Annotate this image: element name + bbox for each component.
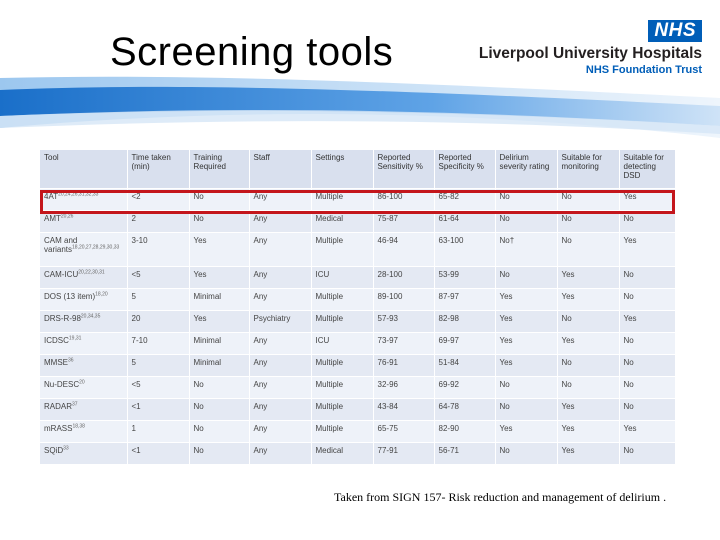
- table-cell: 77-91: [373, 442, 434, 464]
- table-cell: Yes: [557, 332, 619, 354]
- table-cell: No: [189, 442, 249, 464]
- column-header: Reported Specificity %: [434, 150, 495, 188]
- table-cell: 76-91: [373, 354, 434, 376]
- table-cell: No: [495, 376, 557, 398]
- table-cell: No: [557, 354, 619, 376]
- table-cell: No: [619, 332, 675, 354]
- table-row: [40, 288, 675, 310]
- table-cell: Any: [249, 398, 311, 420]
- table-cell: Yes: [189, 310, 249, 332]
- table-cell: Yes: [557, 442, 619, 464]
- reference-superscript: 20,22,30,31: [78, 269, 105, 276]
- table-cell: Multiple: [311, 376, 373, 398]
- table-cell: No†: [495, 232, 557, 266]
- table-cell: 65-82: [434, 188, 495, 210]
- logo-trust-name: NHS Foundation Trust: [585, 64, 702, 76]
- table-cell: No: [619, 210, 675, 232]
- table-cell: ICU: [311, 332, 373, 354]
- table-cell: Yes: [495, 288, 557, 310]
- table-cell: Any: [249, 210, 311, 232]
- table-cell: No: [619, 288, 675, 310]
- table-cell: 63-100: [434, 232, 495, 266]
- column-header: Staff: [249, 150, 311, 188]
- table-cell: Yes: [189, 232, 249, 266]
- tool-name-cell: [40, 376, 127, 398]
- source-caption: Taken from SIGN 157- Risk reduction and management of delirium .: [334, 490, 667, 504]
- reference-superscript: 20: [79, 379, 85, 386]
- table-cell: 32-96: [373, 376, 434, 398]
- table-cell: Minimal: [189, 332, 249, 354]
- table-cell: Yes: [619, 310, 675, 332]
- table-cell: 2: [127, 210, 189, 232]
- column-header: Settings: [311, 150, 373, 188]
- table-row: [40, 354, 675, 376]
- table-cell: Multiple: [311, 420, 373, 442]
- table-cell: Minimal: [189, 288, 249, 310]
- table-header-row: [40, 150, 675, 188]
- table-cell: Yes: [495, 420, 557, 442]
- table-cell: No: [495, 398, 557, 420]
- reference-superscript: 20,26: [60, 212, 74, 219]
- table-cell: 64-78: [434, 398, 495, 420]
- reference-superscript: 18,20: [95, 291, 108, 298]
- table-cell: 1: [127, 420, 189, 442]
- tool-name: AMT: [44, 213, 61, 223]
- table-cell: 46-94: [373, 232, 434, 266]
- tool-name: SQiD: [44, 445, 64, 455]
- table-cell: Multiple: [311, 188, 373, 210]
- table-cell: No: [619, 442, 675, 464]
- column-header: Suitable for detecting DSD: [619, 150, 675, 188]
- table-row: [40, 442, 675, 464]
- table-cell: Any: [249, 288, 311, 310]
- table-cell: No: [557, 376, 619, 398]
- table-row: [40, 210, 675, 232]
- table-cell: 86-100: [373, 188, 434, 210]
- nhs-logo-badge: NHS: [648, 20, 702, 42]
- table-cell: No: [495, 266, 557, 288]
- table-cell: Medical: [311, 210, 373, 232]
- slide-title: Screening tools: [110, 30, 394, 74]
- column-header: Training Required: [189, 150, 249, 188]
- table-row: [40, 332, 675, 354]
- reference-superscript: 18,38: [72, 423, 85, 430]
- table-cell: Medical: [311, 442, 373, 464]
- table-cell: 28-100: [373, 266, 434, 288]
- table-cell: 7-10: [127, 332, 189, 354]
- table-cell: No: [189, 210, 249, 232]
- tool-name: MMSE: [44, 357, 68, 367]
- table-cell: <5: [127, 266, 189, 288]
- table-cell: No: [495, 442, 557, 464]
- table-cell: 73-97: [373, 332, 434, 354]
- column-header: Reported Sensitivity %: [373, 150, 434, 188]
- table-cell: Yes: [557, 266, 619, 288]
- table-cell: Multiple: [311, 354, 373, 376]
- table-cell: Yes: [495, 310, 557, 332]
- table-cell: Multiple: [311, 310, 373, 332]
- table-cell: Any: [249, 420, 311, 442]
- tool-name: DRS-R-98: [44, 313, 81, 323]
- table-cell: Multiple: [311, 398, 373, 420]
- column-header: Tool: [40, 150, 127, 188]
- table-row: [40, 266, 675, 288]
- table-cell: 89-100: [373, 288, 434, 310]
- table-row: [40, 310, 675, 332]
- table-cell: Any: [249, 332, 311, 354]
- table-cell: No: [619, 376, 675, 398]
- table-cell: Psychiatry: [249, 310, 311, 332]
- table-cell: Multiple: [311, 232, 373, 266]
- table-cell: <1: [127, 398, 189, 420]
- tool-name-cell: [40, 232, 127, 266]
- reference-superscript: 33: [63, 445, 69, 452]
- tool-name: ICDSC: [44, 335, 69, 345]
- table-cell: No: [495, 210, 557, 232]
- table-row: [40, 420, 675, 442]
- table-cell: 53-99: [434, 266, 495, 288]
- table-cell: Yes: [495, 332, 557, 354]
- table-cell: Yes: [557, 288, 619, 310]
- column-header: Suitable for monitoring: [557, 150, 619, 188]
- table-cell: Any: [249, 266, 311, 288]
- table-cell: No: [619, 398, 675, 420]
- reference-superscript: 20,34,35: [80, 313, 101, 320]
- tool-name: CAM-ICU: [44, 269, 79, 279]
- decorative-swoosh: [0, 68, 720, 158]
- tool-name-cell: [40, 310, 127, 332]
- table-cell: 65-75: [373, 420, 434, 442]
- table-cell: No: [495, 188, 557, 210]
- table-cell: 69-92: [434, 376, 495, 398]
- tool-name-cell: [40, 266, 127, 288]
- table-cell: Minimal: [189, 354, 249, 376]
- table-cell: <2: [127, 188, 189, 210]
- table-cell: 69-97: [434, 332, 495, 354]
- table-cell: 5: [127, 354, 189, 376]
- table-cell: 20: [127, 310, 189, 332]
- table-cell: 51-84: [434, 354, 495, 376]
- table-cell: No: [189, 376, 249, 398]
- tool-name-cell: [40, 332, 127, 354]
- table-cell: No: [557, 210, 619, 232]
- tool-name-cell: [40, 398, 127, 420]
- table-cell: No: [189, 398, 249, 420]
- tool-name-cell: [40, 210, 127, 232]
- table-cell: No: [557, 310, 619, 332]
- table-body: [40, 188, 675, 465]
- table-cell: 5: [127, 288, 189, 310]
- screening-tools-table: [40, 150, 675, 465]
- table-cell: Any: [249, 442, 311, 464]
- table-row: [40, 232, 675, 266]
- table-cell: 61-64: [434, 210, 495, 232]
- table-cell: Yes: [619, 188, 675, 210]
- table-cell: No: [189, 188, 249, 210]
- table-cell: Yes: [619, 232, 675, 266]
- table-cell: 82-98: [434, 310, 495, 332]
- table-cell: 75-87: [373, 210, 434, 232]
- table-cell: Yes: [557, 398, 619, 420]
- tool-name: RADAR: [44, 401, 73, 411]
- tool-name-cell: [40, 420, 127, 442]
- table-cell: No: [189, 420, 249, 442]
- table-cell: Yes: [619, 420, 675, 442]
- tool-name-cell: [40, 188, 127, 210]
- table-cell: Yes: [495, 354, 557, 376]
- table-cell: Multiple: [311, 288, 373, 310]
- tool-name-cell: [40, 442, 127, 464]
- tool-name: DOS (13 item): [44, 291, 96, 301]
- table-cell: Yes: [189, 266, 249, 288]
- table-cell: <5: [127, 376, 189, 398]
- tool-name-cell: [40, 288, 127, 310]
- table-row: [40, 376, 675, 398]
- table-row: [40, 188, 675, 210]
- table-cell: 82-90: [434, 420, 495, 442]
- table-cell: No: [619, 266, 675, 288]
- tool-name: mRASS: [44, 423, 73, 433]
- table-cell: 57-93: [373, 310, 434, 332]
- table-cell: Any: [249, 188, 311, 210]
- column-header: Delirium severity rating: [495, 150, 557, 188]
- table-row: [40, 398, 675, 420]
- table-cell: ICU: [311, 266, 373, 288]
- reference-superscript: 37: [72, 401, 78, 408]
- logo-org-name: Liverpool University Hospitals: [478, 45, 702, 62]
- reference-superscript: 19,31: [68, 335, 82, 342]
- table-cell: 43-84: [373, 398, 434, 420]
- table-cell: No: [619, 354, 675, 376]
- tool-name: Nu-DESC: [44, 379, 80, 389]
- column-header: Time taken (min): [127, 150, 189, 188]
- tool-name: 4AT: [44, 191, 59, 201]
- table-cell: 56-71: [434, 442, 495, 464]
- table-cell: No: [557, 232, 619, 266]
- tool-name-cell: [40, 354, 127, 376]
- table-cell: 3-10: [127, 232, 189, 266]
- table-cell: Any: [249, 232, 311, 266]
- table-cell: Any: [249, 354, 311, 376]
- table-cell: Any: [249, 376, 311, 398]
- reference-superscript: 36: [68, 357, 74, 364]
- reference-superscript: 20,24,26,31,32,33: [58, 190, 99, 197]
- reference-superscript: 18,20,27,28,29,30,33: [72, 243, 120, 250]
- tool-name: CAM and variants: [44, 235, 78, 254]
- table-cell: No: [557, 188, 619, 210]
- table-cell: 87-97: [434, 288, 495, 310]
- table-cell: Yes: [557, 420, 619, 442]
- table-cell: <1: [127, 442, 189, 464]
